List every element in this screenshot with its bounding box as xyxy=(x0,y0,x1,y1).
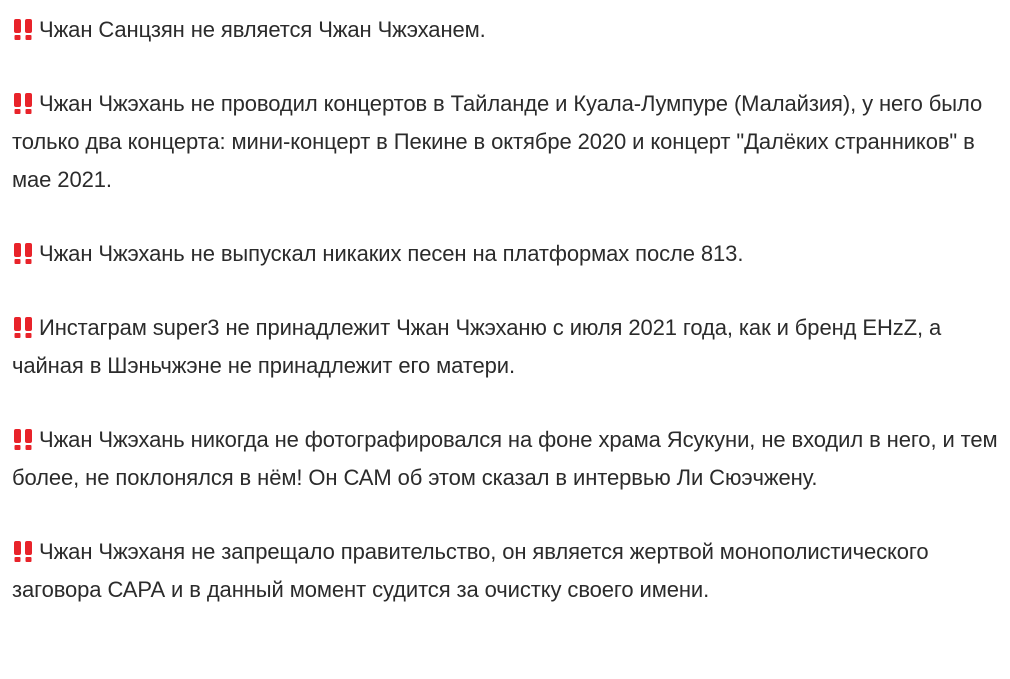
paragraph-5 xyxy=(12,421,1002,497)
paragraph-6 xyxy=(12,533,1002,609)
double-exclamation-icon xyxy=(12,18,37,40)
paragraph-text: Чжан Чжэхань никогда не фотографировался на фоне храма Ясукуни, не входил в него, и тем более, не поклонялся в нём! Он САМ об этом сказал в интервью Ли Сюэчжену. xyxy=(12,427,998,490)
paragraph-2 xyxy=(12,85,1002,199)
double-exclamation-icon xyxy=(12,428,37,450)
paragraph-text: Чжан Чжэхань не проводил концертов в Тайланде и Куала-Лумпуре (Малайзия), у него было только два концерта: мини-концерт в Пекине в октябре 2020 и концерт "Далёких странников" в мае 2021. xyxy=(12,91,983,192)
paragraph-text: Чжан Чжэханя не запрещало правительство, он является жертвой монополистического заговора САРА и в данный момент судится за очистку своего имени. xyxy=(12,539,929,602)
paragraph-4 xyxy=(12,309,1002,385)
double-exclamation-icon xyxy=(12,540,37,562)
double-exclamation-icon xyxy=(12,316,37,338)
double-exclamation-icon xyxy=(12,92,37,114)
paragraph-text: Чжан Чжэхань не выпускал никаких песен на платформах после 813. xyxy=(39,241,744,266)
paragraph-1 xyxy=(12,11,1002,49)
paragraph-text: Инстаграм super3 не принадлежит Чжан Чжэханю с июля 2021 года, как и бренд EHzZ, а чайная в Шэньчжэне не принадлежит его матери. xyxy=(12,315,942,378)
double-exclamation-icon xyxy=(12,242,37,264)
paragraph-3 xyxy=(12,235,1002,273)
paragraph-text: Чжан Санцзян не является Чжан Чжэханем. xyxy=(39,17,486,42)
post-body xyxy=(12,0,1002,609)
